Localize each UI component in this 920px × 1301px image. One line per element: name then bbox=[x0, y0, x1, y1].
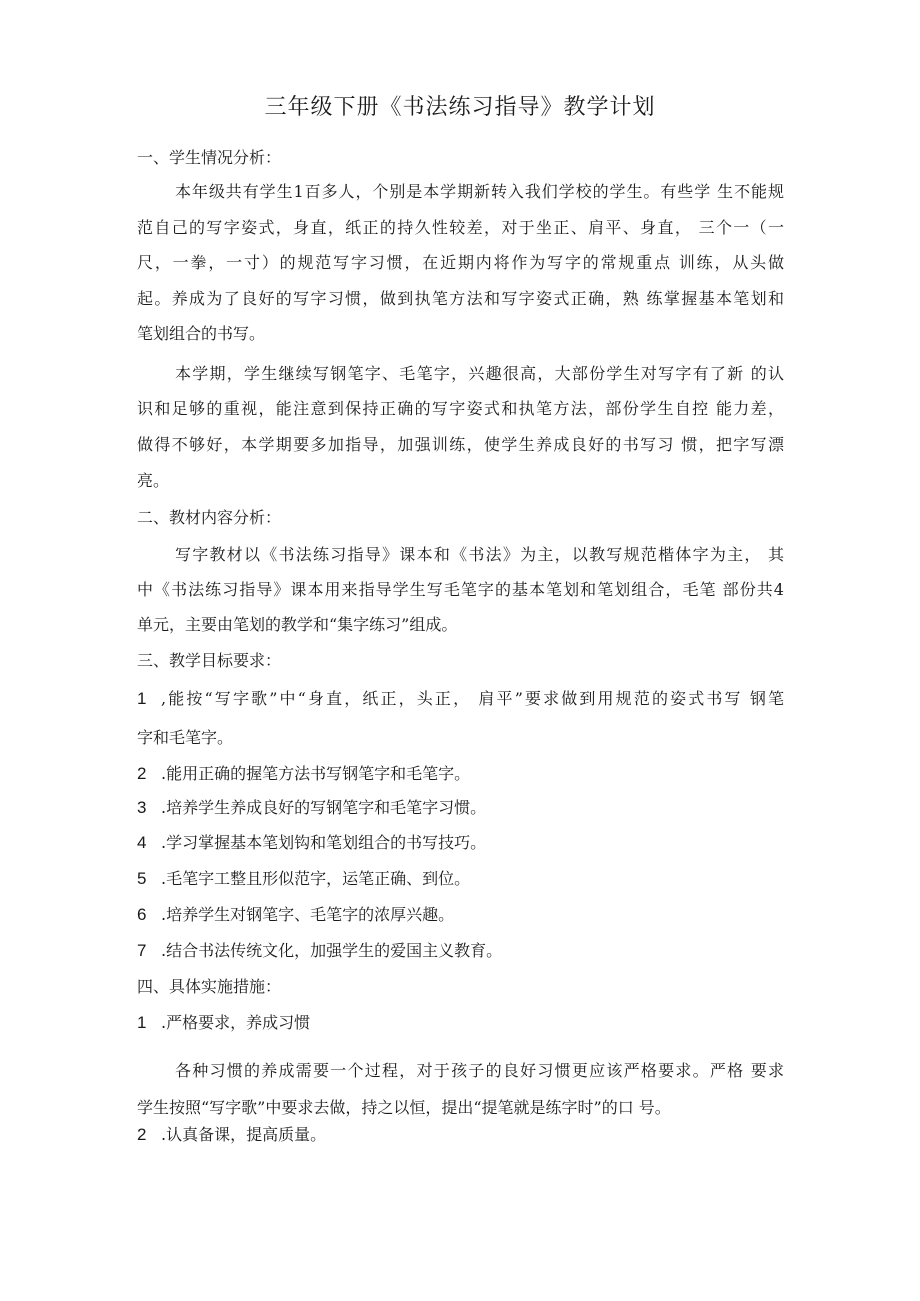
paragraph-line: 本年级共有学生1百多人，个别是本学期新转入我们学校的学生。有些学 生不能规 bbox=[175, 182, 784, 201]
list-item-number: 4 bbox=[137, 833, 147, 852]
list-item-number: 1 bbox=[137, 1013, 147, 1032]
list-item-number: 2 bbox=[137, 1125, 147, 1144]
list-item-continuation: 字和毛笔字。 bbox=[137, 728, 234, 747]
list-item bbox=[137, 831, 486, 855]
paragraph-line: 做得不够好，本学期要多加指导，加强训练，使学生养成良好的书写习 惯，把字写漂 bbox=[137, 435, 784, 454]
list-item-text: .认真备课，提高质量。 bbox=[161, 1125, 327, 1144]
list-item bbox=[137, 687, 784, 711]
list-item bbox=[137, 867, 470, 891]
list-item-number: 7 bbox=[137, 941, 147, 960]
section-heading-material-analysis: 二、教材内容分析： bbox=[137, 508, 282, 527]
list-item-text: .结合书法传统文化，加强学生的爱国主义教育。 bbox=[161, 941, 503, 960]
paragraph-line: 尺，一拳，一寸）的规范写字习惯，在近期内将作为写字的常规重点 训练，从头做 bbox=[137, 253, 784, 272]
list-item bbox=[137, 903, 454, 927]
paragraph-line: 范自己的写字姿式，身直，纸正的持久性较差，对于坐正、肩平、身直， 三个一（一 bbox=[137, 218, 784, 237]
paragraph-line: 各种习惯的养成需要一个过程，对于孩子的良好习惯更应该严格要求。严格 要求 bbox=[175, 1061, 784, 1080]
list-item-text: .培养学生养成良好的写钢笔字和毛笔字习惯。 bbox=[161, 798, 487, 817]
paragraph-line: 单元，主要由笔划的教学和“集字练习”组成。 bbox=[137, 615, 458, 634]
list-item bbox=[137, 762, 470, 786]
paragraph-line: 亮。 bbox=[137, 471, 170, 490]
list-item-text: .培养学生对钢笔字、毛笔字的浓厚兴趣。 bbox=[161, 905, 455, 924]
paragraph-line: 起。养成为了良好的写字习惯，做到执笔方法和写字姿式正确，熟 练掌握基本笔划和 bbox=[137, 289, 784, 308]
paragraph-line: 中《书法练习指导》课本用来指导学生写毛笔字的基本笔划和笔划组合，毛笔 部份共4 bbox=[137, 580, 784, 599]
list-item-number: 6 bbox=[137, 905, 147, 924]
section-heading-implementation: 四、具体实施措施： bbox=[137, 977, 282, 996]
list-item bbox=[137, 1011, 310, 1035]
paragraph-line: 识和足够的重视，能注意到保持正确的写字姿式和执笔方法，部份学生自控 能力差， bbox=[137, 399, 784, 418]
list-item-text: .能用正确的握笔方法书写钢笔字和毛笔字。 bbox=[161, 764, 471, 783]
document-title: 三年级下册《书法练习指导》教学计划 bbox=[264, 95, 656, 120]
list-item bbox=[137, 1123, 326, 1147]
list-item-text: .学习掌握基本笔划钩和笔划组合的书写技巧。 bbox=[161, 833, 487, 852]
paragraph-line: 学生按照“写字歌”中要求去做，持之以恒，提出“提笔就是练字时”的口 号。 bbox=[137, 1098, 671, 1117]
list-item-text: .毛笔字工整且形似范字，运笔正确、到位。 bbox=[161, 869, 471, 888]
list-item-number: 2 bbox=[137, 764, 147, 783]
paragraph-line: 笔划组合的书写。 bbox=[137, 324, 266, 343]
paragraph-line: 本学期，学生继续写钢笔字、毛笔字，兴趣很高，大部份学生对写字有了新 的认 bbox=[175, 364, 784, 383]
list-item bbox=[137, 796, 486, 820]
list-item-number: 5 bbox=[137, 869, 147, 888]
list-item bbox=[137, 939, 502, 963]
list-item-text: ,能按“写字歌”中“身直，纸正，头正， 肩平”要求做到用规范的姿式书写 钢笔 bbox=[161, 689, 784, 708]
list-item-text: .严格要求，养成习惯 bbox=[161, 1013, 311, 1032]
paragraph-line: 写字教材以《书法练习指导》课本和《书法》为主，以教写规范楷体字为主， 其 bbox=[175, 545, 784, 564]
section-heading-teaching-goals: 三、教学目标要求： bbox=[137, 651, 282, 670]
list-item-number: 3 bbox=[137, 798, 147, 817]
section-heading-student-analysis: 一、学生情况分析： bbox=[137, 148, 282, 167]
list-item-number: 1 bbox=[137, 689, 147, 708]
